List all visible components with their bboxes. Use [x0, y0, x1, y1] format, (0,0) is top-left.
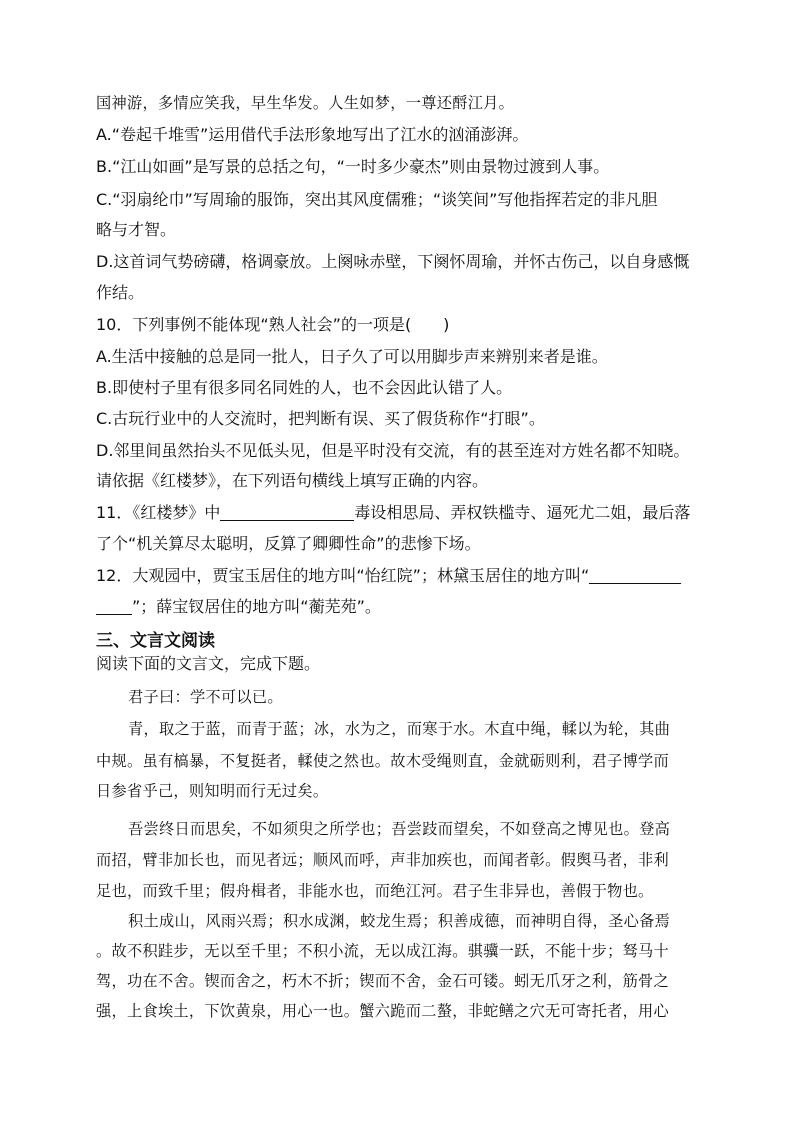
q9-option-c-line1: C.“羽扇纶巾”写周瑜的服饰，突出其风度儒雅；“谈笑间”写他指挥若定的非凡胆	[96, 190, 658, 209]
classical-p3-line3: 足也，而致千里；假舟楫者，非能水也，而绝江河。君子生非异也，善假于物也。	[96, 882, 654, 900]
classical-p4-line2: 。故不积跬步，无以至千里；不积小流，无以成江海。骐骥一跃，不能十步；驽马十	[96, 942, 670, 960]
classical-p3-line1: 吾尝终日而思矣，不如须臾之所学也；吾尝跂而望矣，不如登高之博见也。登高	[128, 820, 671, 838]
q11-answer-blank[interactable]	[220, 503, 354, 521]
q9-option-d-line2: 作结。	[96, 283, 145, 302]
q9-option-b: B.“江山如画”是写景的总括之句，“一时多少豪杰”则由景物过渡到人事。	[96, 157, 610, 176]
q12-answer-blank-part1[interactable]	[589, 566, 681, 584]
q10-option-c: C.古玩行业中的人交流时，把判断有误、买了假货称作“打眼”。	[96, 409, 545, 428]
q10-option-d: D.邻里间虽然抬头不见低头见，但是平时没有交流，有的甚至连对方姓名都不知晓。	[96, 441, 690, 460]
q12-line2	[96, 596, 700, 618]
classical-p4-line1: 积土成山，风雨兴焉；积水成渊，蛟龙生焉；积善成德，而神明自得，圣心备焉	[128, 912, 671, 930]
section3-title: 三、文言文阅读	[96, 631, 215, 651]
classical-p2-line1: 青，取之于蓝，而青于蓝；冰，水为之，而寒于水。木直中绳，輮以为轮，其曲	[128, 720, 671, 738]
q11-prefix: 11．《红楼梦》中	[96, 503, 221, 522]
classical-p3-line2: 而招，臂非加长也，而见者远；顺风而呼，声非加疾也，而闻者彰。假舆马者，非利	[96, 851, 670, 869]
q12-line1	[96, 565, 700, 587]
q11-line1	[96, 502, 700, 524]
q9-option-d-line1: D.这首词气势磅礴，格调豪放。上阕咏赤壁，下阕怀周瑜，并怀古伤己，以自身感慨	[96, 252, 690, 271]
section3-instruction: 阅读下面的文言文，完成下题。	[96, 654, 321, 673]
q10-stem: 10．下列事例不能体现“熟人社会”的一项是( )	[96, 315, 450, 334]
q12-prefix: 12．大观园中，贾宝玉居住的地方叫“怡红院”；林黛玉居住的地方叫“	[96, 566, 590, 585]
q11-suffix: 毒设相思局、弄权铁槛寺、逼死尤二姐，最后落	[354, 503, 691, 522]
classical-p4-line4: 强，上食埃土，下饮黄泉，用心一也。蟹六跪而二螯，非蛇鳝之穴无可寄托者，用心	[96, 1002, 670, 1020]
poem-tail-line: 国神游，多情应笑我，早生华发。人生如梦，一尊还酹江月。	[96, 94, 515, 112]
q9-option-c-line2: 略与才智。	[96, 220, 177, 239]
q12-answer-blank-part2[interactable]	[96, 597, 132, 615]
q10-option-b: B.即使村子里有很多同名同姓的人，也不会因此认错了人。	[96, 378, 513, 397]
q9-option-a: A.“卷起千堆雪”运用借代手法形象地写出了江水的汹涌澎湃。	[96, 125, 529, 144]
q12-suffix: ”；薛宝钗居住的地方叫“蘅芜苑”。	[132, 597, 381, 616]
classical-p4-line3: 驾，功在不舍。锲而舍之，朽木不折；锲而不舍，金石可镂。蚓无爪牙之利，筋骨之	[96, 972, 670, 990]
classical-p2-line3: 日参省乎己，则知明而行无过矣。	[96, 782, 329, 800]
q10-option-a: A.生活中接触的总是同一批人，日子久了可以用脚步声来辨别来者是谁。	[96, 347, 608, 366]
classical-p1: 君子曰：学不可以已。	[128, 688, 283, 706]
fill-instruction: 请依据《红楼梦》，在下列语句横线上填写正确的内容。	[96, 471, 489, 490]
q11-line2: 了个“机关算尽太聪明，反算了卿卿性命”的悲惨下场。	[96, 534, 481, 553]
classical-p2-line2: 中规。虽有槁暴，不复挺者，輮使之然也。故木受绳则直，金就砺则利，君子博学而	[96, 752, 670, 770]
